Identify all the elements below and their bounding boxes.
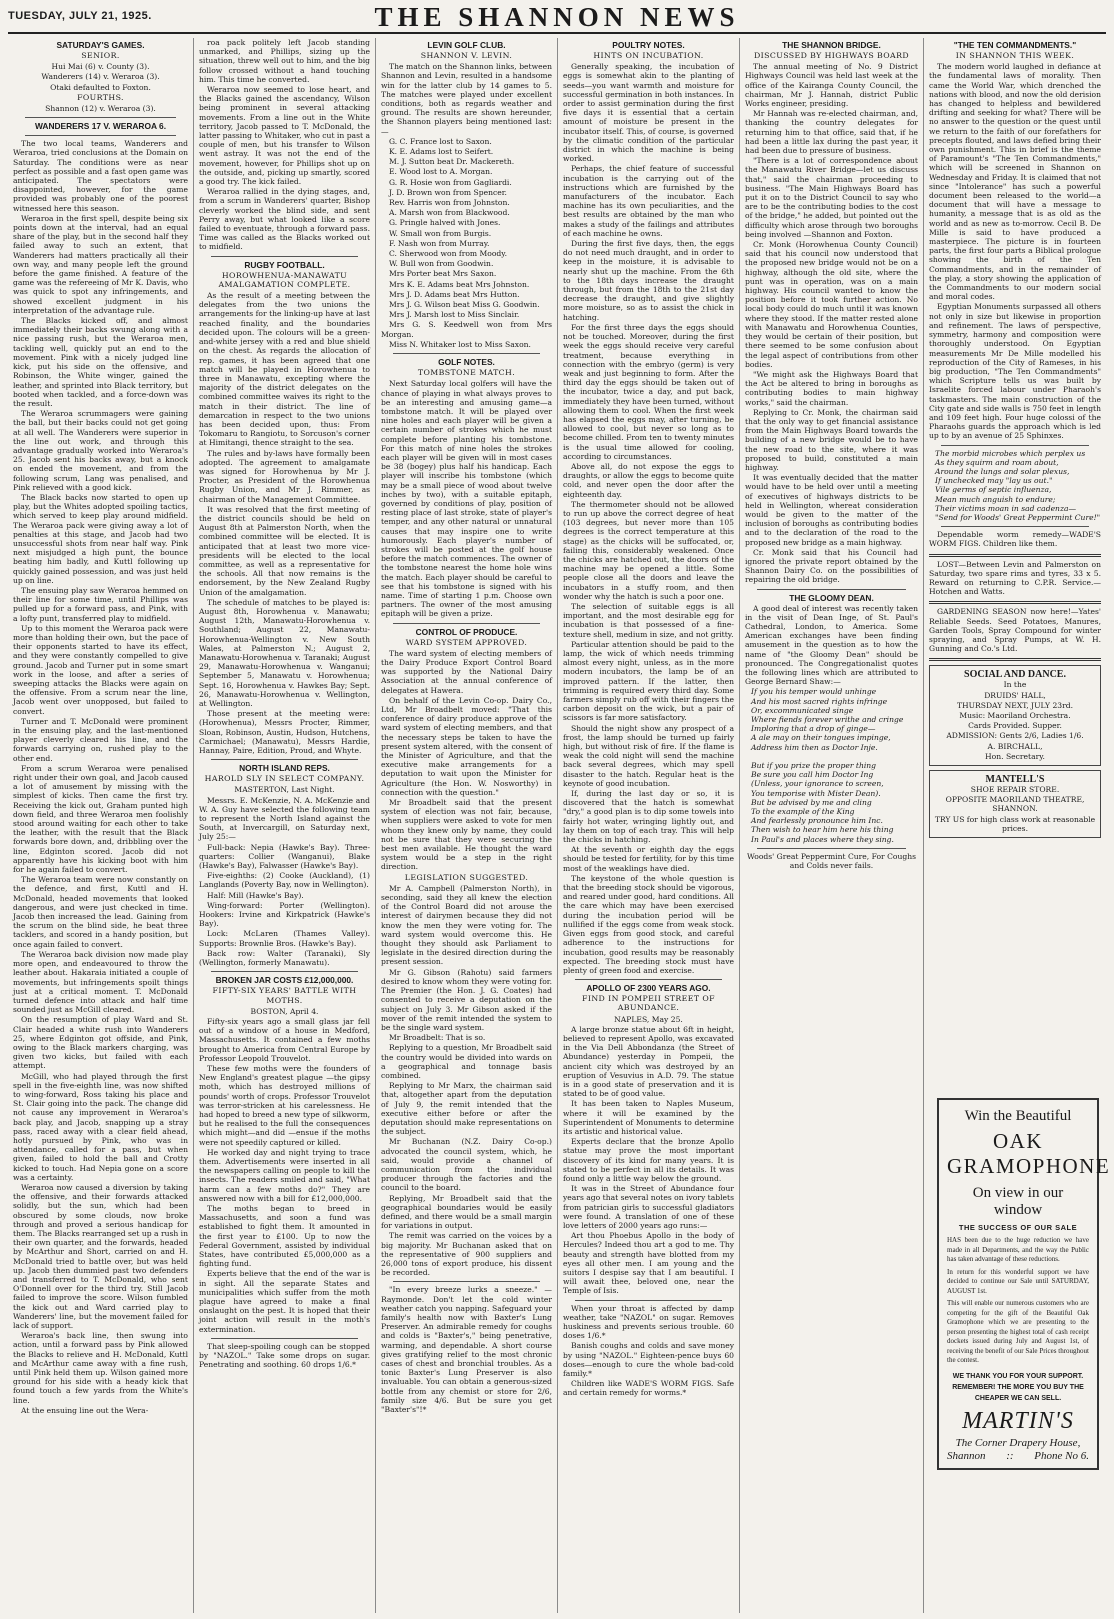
column-1 [8,38,194,1613]
verse-line: Or, excommunicated singe [751,705,854,715]
result-line: Shannon (12) v. Weraroa (3). [45,104,156,114]
subheading-in-shannon: IN SHANNON THIS WEEK. [955,51,1075,60]
dance-when: THURSDAY NEXT, JULY 23rd. [956,700,1074,710]
paragraph: McGill, who had played through the first spell in the five-eighth line, was now shifted to wing-forward, Ross taking his place and St. Clair going into the pack. The change did not cause any improvement in Weraroa's back play, and Jacob, snapping up a stray pass, raced away with a clear field ahead, hotly pursued by Pink, who was in attendance, called for a pass, but when given, failed to hold the ball and Crotty kicked to touch. Had Nepia gone on a score was a certainty. [13,1071,188,1182]
paragraph: Those present at the meeting were: (Horowhenua), Messrs Procter, Rimmer, Sloan, Robinson, Austin, Hudson, Hutchens, Carmichael; (Manawatu), Messrs Hardie, Hannay, Paire, Edition, Proud, and Whyte. [199,709,370,756]
divider [393,623,540,624]
result-line: J. D. Brown won from Spencer. [389,187,507,197]
subheading-highways-board: DISCUSSED BY HIGHWAYS BOARD [753,51,910,60]
paragraph: Weraroa now seemed to lose heart, and the Blacks gained the ascendancy, Wilson being prominent in several attacking movements. From a line out in the White territory, Jacob passed to T. McDonald, the latter passing to Whitaker, who cut in past a couple of men, but his transfer to Wilson went astray. It was not the end of the movement, however, for Phillips shot up on the outside, and, picking up smartly, scored a good try. The kick failed. [199,85,370,187]
ad-store-address: The Corner Drapery House, [955,1436,1081,1449]
divider [575,1300,722,1301]
divider [575,979,722,980]
column-2 [194,38,376,1613]
result-line: Mrs J. G. Wilson beat Miss G. Goodwin. [389,300,540,310]
subheading-shannon-levin: SHANNON V. LEVIN. [420,51,513,60]
paragraph: Back row: Walter (Taranaki), Sly (Wellington, formerly Manawatu). [199,948,370,968]
verse-line: If you his temper would unhinge [751,687,877,697]
paragraph: Full-back: Nepia (Hawke's Bay). Three-quarters: Collier (Wanganui), Blake (Hawke's Bay), Falwasser (Hawke's Bay). [199,842,370,871]
classified-ad: That sleep-spoiling cough can be stopped by "NAZOL." Take some drops on sugar. Penetrating and soothing. 60 drops 1/6.* [199,1341,370,1370]
dance-music: Music: Maoriland Orchestra. [959,711,1071,720]
verse-line: Imploring that a drop of ginge— [751,724,876,734]
verse-line: If unchecked may "lay us out." [935,476,1053,486]
subheading-amalgamation: HOROWHENUA-MANAWATU AMALGAMATION COMPLETE. [218,270,351,289]
ad-paragraph: In return for this wonderful support we have decided to continue our Sale until SATURDAY, AUGUST 1st. [947,1267,1089,1295]
paragraph: Cr. Monk said that his Council had ignored the private report obtained by the Shannon Dairy Co. on the possibilities of repairing the old bridge. [745,547,918,585]
result-line: G. C. France lost to Saxon. [389,136,492,146]
paragraph: Mr Broadbelt: That is so. [389,1033,486,1043]
classified-ad: Woods' Great Peppermint Cure, For Coughs and Colds never fails. [746,851,916,871]
verse-line: Be sure you call him Doctor Ing [751,770,874,780]
divider [211,1338,358,1339]
paragraph: The thermometer should not be allowed to run up above the correct degree of heat (103 degrees, but never more than 105 degrees is the correct temperature at this stage) as the chicks will be suffocated, or, failing this, considerably weakened. Once the chicks are hatched out, the doors of the machine may be opened a little. Some people close all the doors and leave the incubators in a stuffy room, and then wonder why the hatch is such a poor one. [563,499,734,601]
paragraph: The Black backs now started to open up play, but the Whites adopted spoiling tactics, which served to keep play around midfield. The Weraroa pack were giving away a lot of penalties at this stage, and Jacob had two unsuccessful shots from near half way. Pink next misjudged a high punt, the bounce beating him badly, and Kuttl following up quickly gained possession, and was just held up on line. [13,492,188,585]
paragraph: The ward system of electing members of the Dairy Produce Export Control Board was supported by the National Dairy Association at the annual conference of delegates at Hawera. [381,648,552,695]
verse-line: Around the lungs and solar plexus, [935,466,1070,476]
result-line: Mrs G. S. Keedwell won from Mrs Morgan. [381,320,552,339]
mantell-name: MANTELL'S [985,774,1045,786]
result-line: M. J. Sutton beat Dr. Mackereth. [389,157,515,167]
divider [393,1281,540,1282]
mantell-store: SHOE REPAIR STORE. [970,785,1060,795]
ad-paragraph: This will enable our numerous customers who are competing for the gift of the Beautiful Oak Gramophone which we are presenting to the person presenting the highest total of cash receipt dockets issued during July and August 1st, of receiving the benefit of our Sale Prices throughout the contest. [947,1299,1089,1364]
paper-title: THE SHANNON NEWS [374,2,740,32]
result-line: Otaki defaulted to Foxton. [50,82,151,92]
heading-wanderers-weraroa: WANDERERS 17 V. WERAROA 6. [34,121,167,132]
divider [25,135,176,136]
paragraph: Replying to Mr Marx, the chairman said that, altogether apart from the deputation of July 9, the remit intended that the executive either before or after the deputation should make representations on the subject. [381,1081,552,1137]
result-line: Mrs J. D. Adams beat Mrs Hutton. [389,289,520,299]
verse-line: The morbid microbes which perplex us [935,448,1086,458]
paragraph: It was in the Street of Abundance four years ago that several notes on ivory tablets from patrician girls to successful gladiators were found. A translation of one of these love letters of 2000 years ago runs:— [563,1184,734,1230]
verse-line: Where fiends forever writhe and cringe [751,715,904,725]
dateline: NAPLES, May 25. [614,1014,683,1024]
mantell-ad [929,770,1101,838]
paragraph: The rules and by-laws have formally been adopted. The agreement to amalgamate was signed for Horowhenua by Mr J. Procter, as President of the Horowhenua Rugby Union, and Mr J. Rimmer, as chairman of the Management Committee. [199,448,370,504]
masthead [8,2,1106,34]
divider [929,554,1101,557]
paragraph: The two local teams, Wanderers and Weraroa, tried conclusions at the Domain on Saturday. The conditions were as near perfect as possible and a fast open game was anticipated. The spectators were disappointed, however, for the game provided was probably one of the poorest witnessed here this season. [13,139,188,213]
subheading-senior: SENIOR. [81,51,120,60]
ad-separator: :: [1006,1449,1014,1462]
subheading-incubation: HINTS ON INCUBATION. [593,51,704,60]
paragraph: Above all, do not expose the eggs to draughts, or allow the eggs to become quite cold, and never open the door after the eighteenth day. [563,461,734,499]
paragraph: Experts believe that the end of the war is in sight. All the separate States and municipalities which suffer from the moth plague have agreed to make a final onslaught on the pest. It is hoped that their joint action will result in the moth's extermination. [199,1269,370,1334]
column-3 [376,38,558,1613]
paragraph: The modern world laughed in defiance at the fundamental laws of morality. Then came the World War, which drenched the nations with blood, and now the old derision has changed to helpless and bewildered drifting and seeking for what? There will be no answer to the question or the quest until we return to the faith of our forefathers for precepts flouted, and laws defied bring their own punishment. This in brief is the theme of Paramount's "The Ten Commandments," which will be screened in Shannon on Wednesday and Friday. It is claimed that not since "Intolerance" has such a powerful document been released to the world—a document that will have a message to humanity, a message that is as old as the world and as new as to-morrow. Cecil B. De Mille is said to have produced a masterpiece. The picture is in fourteen parts, the first four parts a Biblical prologue showing the birth of the Ten Commandments, and in the remainder of the play, a story showing the application of the Commandments to our modern social and moral codes. [929,62,1101,302]
result-line: Wanderers (14) v. Weraroa (3). [41,72,160,82]
paragraph: At the ensuing line out the Wera- [21,1405,149,1415]
paragraph: The selection of suitable eggs is all important, and the most desirable egg for incubation is that possessed of a fine-texture shell, medium in size, and not gritty. [563,601,734,639]
divider [211,256,358,257]
paragraph: Fifty-six years ago a small glass jar fell out of a window of a house in Medford, Massachusetts. It contained a few moths brought to America from Central Europe by Professor Leopold Trouvelot. [199,1016,370,1063]
paragraph: The ensuing play saw Weraroa hemmed on their line for some time, until Phillips was pulled up for a forward pass, and Pink, with a lofty punt, transferred play to midfield. [13,585,188,623]
verse-line: But if you prize the proper thing [751,761,877,771]
verse-line: Address him then as Doctor Inje. [751,742,878,752]
paragraph: Replying to a question, Mr Broadbelt said the country would be divided into wards on a geographical and tonnage basis combined. [381,1043,552,1080]
paragraph: Half: Mill (Hawke's Bay). [207,890,304,900]
paragraph: Weraroa's back line, then swung into action, until a forward pass by Pink allowed the Blacks to relieve and H. McDonald, Kuttl and McArthur came away with a fine rush, until Pink held them up. Wilson gained more ground for his side with a heady kick that found touch a few yards from the White's line. [13,1331,188,1405]
verse-line: A ale may on their tongues impinge, [751,733,891,743]
verse-line: Mean much anguish to endure; [935,494,1056,504]
paragraph: Experts declare that the bronze Apollo statue may prove the most important discovery of its kind for many years. It is stated to be perfect in all its details. It was found only a little way below the ground. [563,1137,734,1183]
paragraph: "There is a lot of correspondence about the Manawatu River Bridge—let us discuss that," said the chairman proceeding to business. "The Main Highways Board has put it on to the District Council to say who are to be the contributing bodies to the cost of the bridge," he added, but pointed out the difficulty which arose through two boroughs being involved —Shannon and Foxton. [745,156,918,239]
verse-line: (Unless, your ignorance to screen, [751,779,884,789]
paragraph: He worked day and night trying to trace them. Advertisements were inserted in all the newspapers calling on people to kill the insects. The readers smiled and said, "What harm can a few moths do?" They are answered now with a bill for £12,000,000. [199,1147,370,1203]
paragraph: Should the night show any prospect of a frost, the lamp should be turned up fairly high, but without risk of fire. If the flame is weak the cold night will send the machine back several degrees, which may spell disaster to the hatch. Regular heat is the keynote of good incubation. [563,723,734,788]
result-line: F. Nash won from Murray. [389,238,490,248]
paragraph: Lock: McLaren (Thames Valley). Supports: Brownlie Bros. (Hawke's Bay). [199,929,370,948]
subheading-moths: FIFTY-SIX YEARS' BATTLE WITH MOTHS. [212,986,357,1005]
result-line: C. Sherwood won from Moody. [389,249,507,259]
verse-line: To the example of the King [751,807,855,817]
verse-line: "Send for Woods' Great Peppermint Cure!" [935,512,1101,522]
heading-saturdays-games: SATURDAY'S GAMES. [56,40,145,50]
result-line: Mrs J. Marsh lost to Miss Sinclair. [389,310,520,320]
paragraph: A large bronze statue about 6ft in height, believed to represent Apollo, was excavated in the Via Dell Abbondanza (the Street of Abundance) yesterday in Pompeii, the ancient city which was destroyed by an eruption of Vesuvius in A.D. 79. The statue is in a good state of preservation and it is stated to be of good value. [563,1024,734,1099]
mantell-text: TRY US for high class work at reasonable prices. [934,814,1096,833]
paragraph: The match on the Shannon links, between Shannon and Levin, resulted in a handsome win for the latter club by 14 games to 5. The matches were played under excellent conditions, both as regards weather and ground. The results are shown hereunder, the Shannon players being mentioned last:— [381,62,552,136]
verse-line: Vile germs of septic influenza, [935,485,1052,495]
heading-shannon-bridge: THE SHANNON BRIDGE. [782,40,881,50]
classified-ad: Banish coughs and colds and save money by using "NAZOL." Eighteen-pence buys 60 doses—enough to cure the whole bad-cold family.* [563,1341,734,1379]
verse-line: In Paul's and places where they sing. [751,834,894,844]
paragraph: Weraroa rallied in the dying stages, and, from a scrum in Wanderers' quarter, Bishop cleverly worked the blind side, and sent Perry away, but what looked like a score failed to eventuate, through a forward pass. Time was called as the Blacks worked out to midfield. [199,187,370,252]
classified-ad: "In every breeze lurks a sneeze." —Raymonde. Don't let the cold winter weather catch you napping. Safeguard your family's health now with Baxter's Lung Preserver. An admirable remedy for coughs and colds is "Baxter's," being penetrative, warming, and dependable. A short course gives gratifying relief to the most chronic cases of chest and bronchial troubles. As a tonic Baxter's Lung Preserver is also invaluable. You can obtain a generous-sized bottle from any chemist or store for 2/6, family size 4/6. But be sure you get "Baxter's"!* [381,1285,552,1415]
paragraph: roa pack politely left Jacob standing unmarked, and Phillips, sizing up the situation, threw well out to him, and the big follow crossed without a hand touching him. This time he converted. [199,38,370,84]
paragraph: The Blacks kicked off, and almost immediately their backs swung along with a nice passing rush, but the Weraroa men, tackling well, quickly put an end to the movement. Pink with a nicely judged line kick, put his side on the offensive, and Robinson, the White winger, gained the leather, and sprinted into Black territory, but booted when tackled, and a force-down was the result. [13,316,188,408]
paragraph: Turner and T. McDonald were prominent in the ensuing play, and the last-mentioned player cleverly cleared his line, and the forwards carrying on, rushed play to the other end. [13,716,188,763]
issue-date: TUESDAY, JULY 21, 1925. [8,10,152,22]
divider [393,353,540,354]
result-line: W. Small won from Burgis. [389,228,492,238]
subheading-ward-system: WARD SYSTEM APPROVED. [405,637,528,647]
subheading-pompeii: FIND IN POMPEII STREET OF ABUNDANCE. [582,994,715,1013]
result-line: K. E. Adams lost to Seifert. [389,147,494,157]
paragraph: Replying to Cr. Monk, the chairman said that the only way to get financial assistance from the Main Highways Board towards the building of a new bridge would be to have the new road to the site, where it was proposed to build, constituted a main highway. [745,407,918,472]
divider [757,589,906,590]
result-line: E. Wood lost to A. Morgan. [389,167,493,177]
dance-admission: ADMISSION: Gents 2/6, Ladies 1/6. [946,731,1084,741]
verse-line: You temporise with Mister Dean). [751,788,881,798]
classified-ad: When your throat is affected by damp weather, take "NAZOL" on sugar. Removes huskiness and prevents serious trouble. 60 doses 1/6.* [563,1303,734,1341]
subheading-tombstone: TOMBSTONE MATCH. [417,368,516,378]
heading-broken-jar: BROKEN JAR COSTS £12,000,000. [215,975,354,986]
dance-in-the: In the [1003,680,1027,690]
result-line: Miss N. Whitaker lost to Miss Saxon. [389,339,531,349]
verse-line: But be advised by me and cling [751,797,872,807]
paragraph: Messrs. E. McKenzie, N. A. McKenzie and W. A. Guy have selected the following team to represent the North Island against the South, at Invercargill, on Saturday next, July 25:— [199,795,370,842]
ad-thanks: WE THANK YOU FOR YOUR SUPPORT. REMEMBER! THE MORE YOU BUY THE CHEAPER WE CAN SELL. [952,1372,1084,1402]
ad-win-line: Win the Beautiful [964,1108,1072,1124]
result-line: Mrs K. E. Adams beat Mrs Johnston. [389,279,530,289]
paragraph: During the first five days, then, the eggs do not need much draught, and in order to keep in the moisture, it is advisable to nearly shut up the machine. From the 6th to the 18th days increase the draught through, but from the 18th to the 21st day decrease the draught, and give slightly more moisture, so as to assist the chick in hatching. [563,239,734,322]
dance-signature: A. BIRCHALL, [987,741,1043,751]
paragraph: Five-eighths: (2) Cooke (Auckland), (1) Langlands (Poverty Bay, now in Wellington). [199,871,370,890]
result-line: Hui Mai (6) v. County (3). [51,62,150,72]
paragraph: A good deal of interest was recently taken in the visit of Dean Inge, of St. Paul's Cathedral, London, to America. Some American exchanges have been finding amusement in the question as to how the name of "the Gloomy Dean" should be pronounced. The Congregationalist quotes the following lines which are attributed to George Bernard Shaw:— [745,603,918,687]
column-4 [558,38,740,1613]
divider [941,445,1089,446]
verse-line: As they squirm and roam about, [935,457,1059,467]
paragraph: If, during the last day or so, it is discovered that the hatch is somewhat "dry," a good plan is to dip some towels into fairly hot water, wringing lightly out, and lay them on top of each tray. This will help the chicks in hatching. [563,789,734,845]
ad-paragraph: HAS been due to the huge reduction we have made in all Departments, and the way the Public has taken advantage of these reductions. [947,1236,1089,1263]
paragraph: Mr Buchanan (N.Z. Dairy Co-op.) advocated the council system, which, he said, would provide a channel of communication from the individual producer through the factories and the council to the board. [381,1137,552,1193]
result-line: G. Pringle halved with Jones. [389,218,501,228]
verse-line: And his most sacred rights infringe [751,696,888,706]
ad-product-name: OAK GRAMOPHONE [947,1129,1111,1178]
paragraph: Weraroa in the first spell, despite being six points down at the interval, had an equal share of the play, but in the second half they failed away to such an extent, that Wanderers had matters practically all their own way, and many people left the ground before the game finished. A feature of the game was the refereeing of Mr K. Davis, who was quick to spot any infringements, and showed excellent judgment in his interpretation of the advantage rule. [13,213,188,315]
paragraph: At the seventh or eighth day the eggs should be tested for fertility, for by this time most of the weaklings have died. [563,845,734,873]
paragraph: Perhaps, the chief feature of successful incubation is the carrying out of the instructions which are furnished by the manufacturers of the incubator. Each machine has its own peculiarities, and the best results are obtained by the man who makes a study of the failings and attributes of each machine he owns. [563,164,734,238]
paragraph: The Weraroa back division now made play more open, and endeavoured to throw the leather about. Hakaraia initiated a couple of movements, but infringements spoilt things just at a critical moment. T. McDonald turned defence into attack and half time sounded just as McGill cleared. [13,949,188,1015]
divider [757,848,906,849]
heading-control-produce: CONTROL OF PRODUCE. [415,626,518,637]
verse-line [745,752,918,761]
paragraph: For the first three days the eggs should not be touched. Moreover, during the first week the eggs should receive very careful treatment, because everything in connection with the embryo (germ) is very weak and just beginning to form. After the third day the eggs should be taken out of the incubator, twice a day, and put back, immediately they have been turned, without allowing them to cool. When the first week has elapsed the eggs may, after turning, be allowed to cool, but never so long as to become chilled. From ten to twenty minutes is the usual time allowed for cooling, according to circumstances. [563,322,734,461]
result-line: Rev. Harris won from Johnston. [389,198,510,208]
paragraph: On the resumption of play Ward and St. Clair headed a white rush into Wanderers 25, where Edginton got offside, and Pink, owing to the Black markers charging, was given two kicks, but failed with each attempt. [13,1015,188,1071]
mantell-address: OPPOSITE MAORILAND THEATRE, SHANNON. [945,795,1085,814]
column-5 [740,38,924,1613]
paragraph: It was resolved that the first meeting of the district councils should be held on August 8th at Palmerston North, when the combined committee will be elected. It is anticipated that at least two more vice-presidents will be elected to the local committee, as well as a representative for the schools. All that now remains is the endorsement, by the New Zealand Rugby Union of the amalgamation. [199,504,370,597]
paragraph: Mr Hannah was re-elected chairman, and, thanking the country delegates for returning him to that office, said that, if he had been a little lax during the past year, it had been due to pressure of business. [745,109,918,156]
heading-apollo: APOLLO OF 2300 YEARS AGO. [586,983,711,994]
paragraph: As the result of a meeting between the delegates from the two unions the arrangements for the linking-up have at last reached finality, and the boundaries decided upon. The colours will be a green-and-white jersey with a red and blue shield on the chest. As regards the allocation of rep. games, it has been agreed that one match will be played in Horowhenua to three in Manawatu, excepting where the majority of the district delegates on the combined committee waives its right to the match in their district. The line of demarcation in respect to the two unions has been decided upon, thus: From Tokomaru to Rangiotu, to Sorcuson's corner at Himitangi, thence straight to the sea. [199,291,370,448]
divider [25,117,176,118]
paragraph: The keystone of the whole question is that the breeding stock should be vigorous, and reared under good, hard conditions. All the care which may have been exercised during the incubation period will be nullified if the eggs come from weak stock. Given eggs from good stock, and careful adherence to the instructions for incubation, good results may be reasonably expected. The breeding stock must have plenty of green food and exercise. [563,873,734,975]
heading-poultry-notes: POULTRY NOTES. [612,40,685,50]
heading-ten-commandments: "THE TEN COMMANDMENTS." [953,40,1077,50]
ad-success-heading: THE SUCCESS OF OUR SALE [958,1223,1078,1232]
ad-phone: Phone No 6. [1034,1449,1089,1462]
verse-line: Then wish to hear him here his thing [751,825,894,835]
paragraph: Cr. Monk (Horowhenua County Council) said that his council now understood that the proposed new bridge would not be on a highway, although the old site, where the punt was in operation, was on a main highway. His council wanted to know the position before it took further action. No local body could do much until it was known where they stood. If the matter rested alone with Manawatu and Horowhenua Counties, they would be certain of their position, but there seemed to be some confusion about the legal aspect of contributions from other bodies. [745,240,918,369]
paragraph: Egyptian Monuments surpassed all others not only in size but likewise in proportion and refinement. The laws of perspective, symmetry, harmony and composition were thoroughly understood. On Egyptian measurements Mr De Mille modelled his reproduction of the City of Rameses, in his big production, "The Ten Commandments" which Scripture tells us was built by Israelite forced labour under Pharaoh's taskmasters. The main construction of the City gate and side walls is 750 feet in length and 109 feet high. Four huge colossi of the Pharaohs guards the approach which is led up to by an avenue of 25 Sphinxes. [929,302,1101,441]
divider [929,601,1101,604]
paragraph: Up to this moment the Weraroa pack were more than holding their own, but the pace of their opponents started to have its effect, and they were constantly compelled to give ground. Jacob and Turner put in some smart work in the loose, and after a series of sweeping attacks the Blacks were again on the offensive. From a scrum near the line, Jacob went over unopposed, but failed to convert. [13,623,188,716]
dance-title: SOCIAL AND DANCE. [964,669,1066,681]
subheading-legislation: LEGISLATION SUGGESTED. [404,872,529,882]
subheading-fourths: FOURTHS. [77,92,124,102]
dateline: BOSTON, April 4. [250,1006,319,1016]
classified-ad: GARDENING SEASON now here!—Yates' Reliable Seeds. Seed Potatoes, Manures, Garden Tools, Spray Compound for winter spraying, and Spray Pumps, at W. H. Gunning and Co.'s Ltd. [929,607,1101,654]
ad-store-name: MARTIN'S [962,1407,1074,1434]
paragraph: It has been taken to Naples Museum, where it will be examined by the Superintendent of Monuments to determine its artistic and historical value. [563,1099,734,1136]
paragraph: From a scrum Weraroa were penalised right under their own goal, and Jacob caused a lot of amusement by missing with the simplest of kicks. Then came the first try. Receiving the kick out, Graham punted high down field, and three Weraroa men foolishly stood around waiting for each other to take the leather, with the result that the Black forwards bore down, and, dribbling over the line, Edginton scored. Jacob did not apparently have his kicking boot with him for he again failed to convert. [13,763,188,875]
paragraph: Next Saturday local golfers will have the chance of playing in what always proves to be an interesting and amusing game—a tombstone match. It will be played over nine holes and each player will be given a certain number of strokes which he must complete before planting his tombstone. For this match of nine holes the strokes each player will be given will in most cases be 38 (bogey) plus half his handicap. Each player will inscribe his tombstone (which may be a small piece of wood about twelve inches by two), with a suitable epitaph, governed by conditions of play, position of resting place of last stroke, state of player's temper, and any other natural or unnatural causes that may inspire one to write humorously. Each player's number of strokes will be posted at the golf house before the match commences. The owner of the tombstone nearest the home hole wins the match. Each player should be careful to see that his tombstone is signed with his name. Time of starting 1 p.m. Choose own partners. The owner of the most amusing epitaph will be given a prize. [381,379,552,619]
paragraph: Particular attention should be paid to the lamp, the wick of which needs trimming almost every night, unless, as in the more modern incubators, the lamp be of an improved pattern. If the latter, then trimming is required every third day. Some farmers simply rub off with their fingers the carbon deposit on the wick, but a pair of scissors is far more satisfactory. [563,639,734,723]
heading-rugby-football: RUGBY FOOTBALL. [244,259,325,270]
paragraph: The Weraroa team were now constantly on the defence, and first, Kuttl and H. McDonald, headed movements that looked dangerous, and were just checked in time. Jacob then increased the lead. Gaining from the scrum on the blind side, he beat three tacklers, and scored in a handy position, but once again failed to convert. [13,875,188,949]
heading-gloomy-dean: THE GLOOMY DEAN. [789,592,874,603]
divider [929,658,1101,661]
dance-role: Hon. Secretary. [985,751,1045,761]
ad-view-line: On view in our window [972,1185,1064,1218]
verse-line: And fearlessly pronounce him Inc. [751,816,883,826]
divider [941,526,1089,527]
dance-ad [929,665,1101,766]
paragraph: The remit was carried on the voices by a big majority. Mr Buchanan asked that on the representative of 900 suppliers and 26,000 tons of export produce, his dissent be recorded. [381,1231,552,1278]
divider [211,759,358,760]
paragraph: Weraroa now caused a diversion by taking the offensive, and their forwards attacked solidly, but the sun, which had been obscured by some clouds, now broke through and proved a serious handicap for them. The Blacks rearranged set up a rush in their own quarter, and the forwards, headed by McArthur and Short, carried on and H. McDonald tried to battle over, but was held up. Jacob then dummied past two defenders and transferred to T. McDonald, who sent O'Donnell over for the third try. Still Jacob failed to improve the score. Wilson fumbled the kick out and Ward carried play to Wanderers' line, but the movement failed for lack of support. [13,1182,188,1331]
dance-hall: DRUIDS' HALL, [984,690,1046,700]
paragraph: Mr Broadbelt said that the present system of election was not fair, because, when suppliers were asked to vote for men whom they knew only by name, they could not be sure that they were securing the best men available. He thought the ward system would be a step in the right direction. [381,798,552,872]
paragraph: Generally speaking, the incubation of eggs is somewhat akin to the planting of seeds—you want warmth and moisture for successful germination in both instances. In order to assist germination during the first five days it is essential that a certain amount of moisture be present in the incubator itself. This, of course, is governed by the climatic condition of the particular district in which the machine is being worked. [563,62,734,164]
ad-town: Shannon [947,1449,986,1462]
dance-cards: Cards Provided. Supper. [968,721,1062,731]
result-line: Mrs Porter beat Mrs Saxon. [389,269,497,279]
paragraph: "We might ask the Highways Board that the Act be altered to bring in boroughs as contributing bodies to main highway works," said the chairman. [745,369,918,407]
classified-ad: Children like WADE'S WORM FIGS. Safe and certain remedy for worms.* [563,1379,734,1398]
heading-north-island-reps: NORTH ISLAND REPS. [239,763,330,774]
verse-line: Their victims moan in sad cadenza— [935,503,1077,513]
ad-contact-row [947,1450,1089,1462]
paragraph: Replying, Mr Broadbelt said that the geographical boundaries would be easily defined, and there would be a small margin for variations in output. [381,1193,552,1231]
classified-ad: LOST—Between Levin and Palmerston on Saturday, two spare rims and tyres, 33 x 5. Reward on returning to C.P.R. Service.—Hotchen and Watts. [929,559,1101,597]
paragraph: The schedule of matches to be played is: August 8th, Horowhenua v. Manawatu; August 12th, Manawatu-Horowhenua v. Southland; August 22, Manawatu-Horowhenua-Wellington v. New South Wales, at Palmerston N.; August 2, Manawatu-Horowhenua v. Taranaki; August 29, Manawatu-Horowhenua v. Wanganui; September 5, Manawatu v. Horowhenua; Sept. 16, Horowhenua v. Hawkes Bay; Sept. 26, Manawatu-Horowhenua v. Wellington, at Wellington. [199,597,370,709]
paragraph: Art thou Phoebus Apollo in the body of Hercules? Indeed thou art a god to me. Thy beauty and strength have blotted from my eyes all other men. I am young and the suitors I despise say that I am beautiful. I will await thee, beloved one, near the Temple of Isis. [563,1231,734,1296]
dateline: MASTERTON, Last Night. [234,785,335,795]
divider [211,971,358,972]
paragraph: The Weraroa scrummagers were gaining the ball, but their backs could not get going at all well. The Wanderers were superior in the line out work, and through this advantage gradually worked into Weraroa's 25. Jacob sent his backs away, but a knock on ended the movement, and from the following scrum, Lang was penalised, and Pink relieved with a good kick. [13,409,188,492]
result-line: G. R. Hosie won from Gagliardi. [389,177,512,187]
paragraph: These few moths were the founders of New England's greatest plague —the gipsy moth, which has destroyed millions of pounds' worth of crops. Professor Trouvelot was terror-stricken at his carelessness. He had hoped to breed a new type of silkworm, but he realised to the full the consequences which might—and did —ensue if the moths were not speedily captured or killed. [199,1063,370,1147]
paragraph: Wing-forward: Porter (Wellington). Hookers: Irvine and Kirkpatrick (Hawke's Bay). [199,900,370,929]
paragraph: The annual meeting of No. 9 District Highways Council was held last week at the office of the Kairanga County Council, the chairman, Mr J. Hannah, district Public Works engineer, presiding. [745,62,918,109]
heading-golf-notes: GOLF NOTES. [438,357,495,368]
paragraph: It was eventually decided that the matter would have to be held over until a meeting of executives of highways districts to be held in Wellington, whereat consideration would be given to the matter of the inclusion of boroughs as contributing bodies and to the declaration of the road to the proposed new bridge as a main highway. [745,473,918,547]
paragraph: On behalf of the Levin Co-op. Dairy Co., Ltd, Mr Broadbelt moved: "That this conference of dairy produce approve of the ward system of electing members, and that the necessary steps be taken to have the present system altered, with the consent of the Minister of Agriculture, and that the executive make arrangements for a deputation to wait upon the Minister for Agriculture (the Hon. W. Nosworthy) in connection with the question." [381,695,552,797]
paragraph: Mr G. Gibson (Rahotu) said farmers desired to know whom they were voting for. The Premier (the Hon. J. G. Coates) had consented to receive a deputation on the subject on July 3. Mr Gibson asked if the mover of the remit intended the system to be the single ward system. [381,967,552,1032]
result-line: A. Marsh won from Blackwood. [389,208,510,218]
classified-ad: Dependable worm remedy—WADE'S WORM FIGS. Children like them. [929,530,1101,549]
subheading-harold-sly: HAROLD SLY IN SELECT COMPANY. [204,774,365,784]
paragraph: Mr A. Campbell (Palmerston North), in seconding, said they all knew the election of the Control Board did not arouse the interest of dairymen because they did not know the men they were voting for. The ward system would overcome this. He thought they should ask Parliament to legislate in the desired direction during the present session. [381,883,552,967]
heading-levin-golf: LEVIN GOLF CLUB. [427,40,506,50]
result-line: W. Bull won from Goodwin. [389,259,494,269]
paragraph: The moths began to breed in Massachusetts, and soon a fund was established to fight them. It amounted in the first year to £100. Up to now the Federal Government, assisted by individual States, have contributed £5,000,000 as a fighting fund. [199,1203,370,1269]
gramophone-ad [937,1098,1111,1470]
